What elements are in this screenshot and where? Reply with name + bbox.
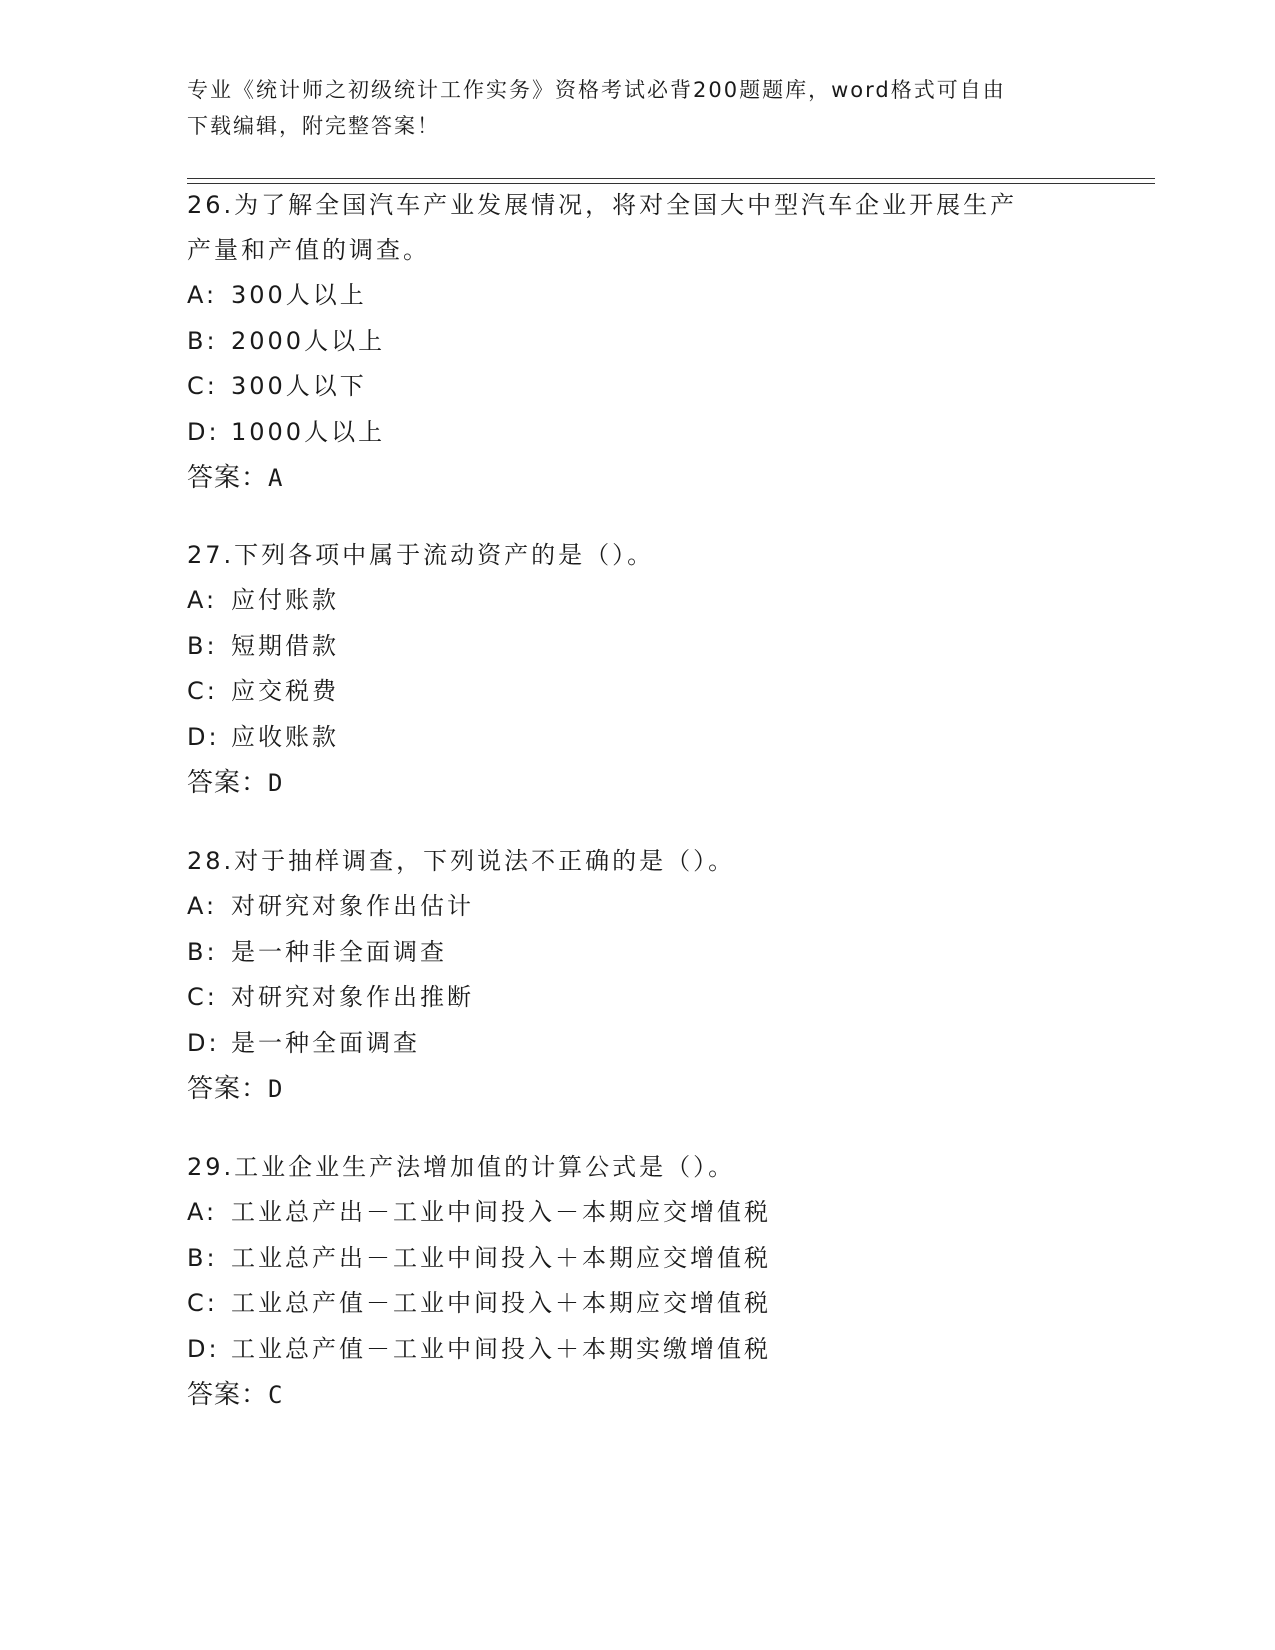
option-a bbox=[187, 273, 1087, 319]
option-letter: A: bbox=[187, 281, 218, 309]
option-letter: A: bbox=[187, 586, 218, 614]
answer-value: A bbox=[268, 464, 283, 492]
option-text: 是一种全面调查 bbox=[231, 1028, 420, 1057]
option-text: 短期借款 bbox=[231, 631, 339, 660]
option-letter: A: bbox=[187, 892, 218, 920]
header-line-2: 下载编辑，附完整答案！ bbox=[187, 114, 440, 138]
option-letter: B: bbox=[187, 1243, 218, 1272]
option-text: 工业总产值－工业中间投入＋本期实缴增值税 bbox=[231, 1334, 771, 1363]
answer bbox=[187, 1372, 1087, 1418]
option-text: 1000人以上 bbox=[231, 417, 386, 446]
document-header bbox=[187, 72, 1087, 144]
option-d bbox=[187, 1021, 1087, 1067]
option-text: 应交税费 bbox=[231, 677, 339, 705]
option-b bbox=[187, 1236, 1087, 1282]
option-d bbox=[187, 1327, 1087, 1373]
answer-label: 答案： bbox=[187, 768, 269, 798]
option-letter: D: bbox=[187, 722, 220, 751]
option-d bbox=[187, 715, 1087, 761]
option-d bbox=[187, 410, 1087, 456]
answer-label: 答案： bbox=[187, 1074, 269, 1104]
question-27 bbox=[187, 533, 1087, 806]
option-letter: D: bbox=[187, 1028, 220, 1057]
question-stem-continued: 产量和产值的调查。 bbox=[187, 236, 430, 264]
option-text: 对研究对象作出估计 bbox=[231, 892, 474, 920]
option-letter: C: bbox=[187, 983, 218, 1011]
answer bbox=[187, 760, 1087, 806]
header-divider-top bbox=[187, 178, 1155, 179]
option-a bbox=[187, 578, 1087, 624]
option-text: 应收账款 bbox=[231, 722, 339, 751]
answer-value: D bbox=[268, 769, 283, 797]
question-stem: 28.对于抽样调查，下列说法不正确的是（）。 bbox=[187, 847, 736, 875]
option-letter: B: bbox=[187, 631, 218, 660]
answer-label: 答案： bbox=[187, 463, 269, 493]
question-28 bbox=[187, 839, 1087, 1112]
option-letter: C: bbox=[187, 1289, 218, 1317]
option-b bbox=[187, 930, 1087, 976]
option-text: 工业总产出－工业中间投入＋本期应交增值税 bbox=[231, 1243, 771, 1272]
option-c bbox=[187, 669, 1087, 715]
option-c bbox=[187, 975, 1087, 1021]
option-text: 300人以下 bbox=[231, 372, 367, 400]
option-text: 是一种非全面调查 bbox=[231, 937, 447, 966]
option-b bbox=[187, 319, 1087, 365]
option-text: 工业总产出－工业中间投入－本期应交增值税 bbox=[231, 1198, 771, 1226]
option-a bbox=[187, 884, 1087, 930]
header-line-1: 专业《统计师之初级统计工作实务》资格考试必背200题题库，word格式可自由 bbox=[187, 78, 1006, 102]
option-c bbox=[187, 364, 1087, 410]
question-stem: 27.下列各项中属于流动资产的是（）。 bbox=[187, 541, 655, 569]
option-text: 应付账款 bbox=[231, 586, 339, 614]
question-26 bbox=[187, 183, 1087, 501]
option-text: 对研究对象作出推断 bbox=[231, 983, 474, 1011]
answer bbox=[187, 1066, 1087, 1112]
option-letter: B: bbox=[187, 937, 218, 966]
option-letter: C: bbox=[187, 677, 218, 705]
question-29 bbox=[187, 1145, 1087, 1418]
option-b bbox=[187, 624, 1087, 670]
option-letter: A: bbox=[187, 1198, 218, 1226]
answer-value: D bbox=[268, 1075, 283, 1103]
option-letter: D: bbox=[187, 417, 220, 446]
option-letter: C: bbox=[187, 372, 218, 400]
option-c bbox=[187, 1281, 1087, 1327]
option-text: 300人以上 bbox=[231, 281, 367, 309]
option-text: 2000人以上 bbox=[231, 326, 386, 355]
question-stem: 29.工业企业生产法增加值的计算公式是（）。 bbox=[187, 1153, 736, 1181]
answer bbox=[187, 455, 1087, 501]
option-text: 工业总产值－工业中间投入＋本期应交增值税 bbox=[231, 1289, 771, 1317]
question-stem: 26.为了解全国汽车产业发展情况，将对全国大中型汽车企业开展生产 bbox=[187, 191, 1018, 219]
option-letter: B: bbox=[187, 326, 218, 355]
answer-label: 答案： bbox=[187, 1380, 269, 1410]
option-letter: D: bbox=[187, 1334, 220, 1363]
option-a bbox=[187, 1190, 1087, 1236]
answer-value: C bbox=[268, 1381, 283, 1409]
